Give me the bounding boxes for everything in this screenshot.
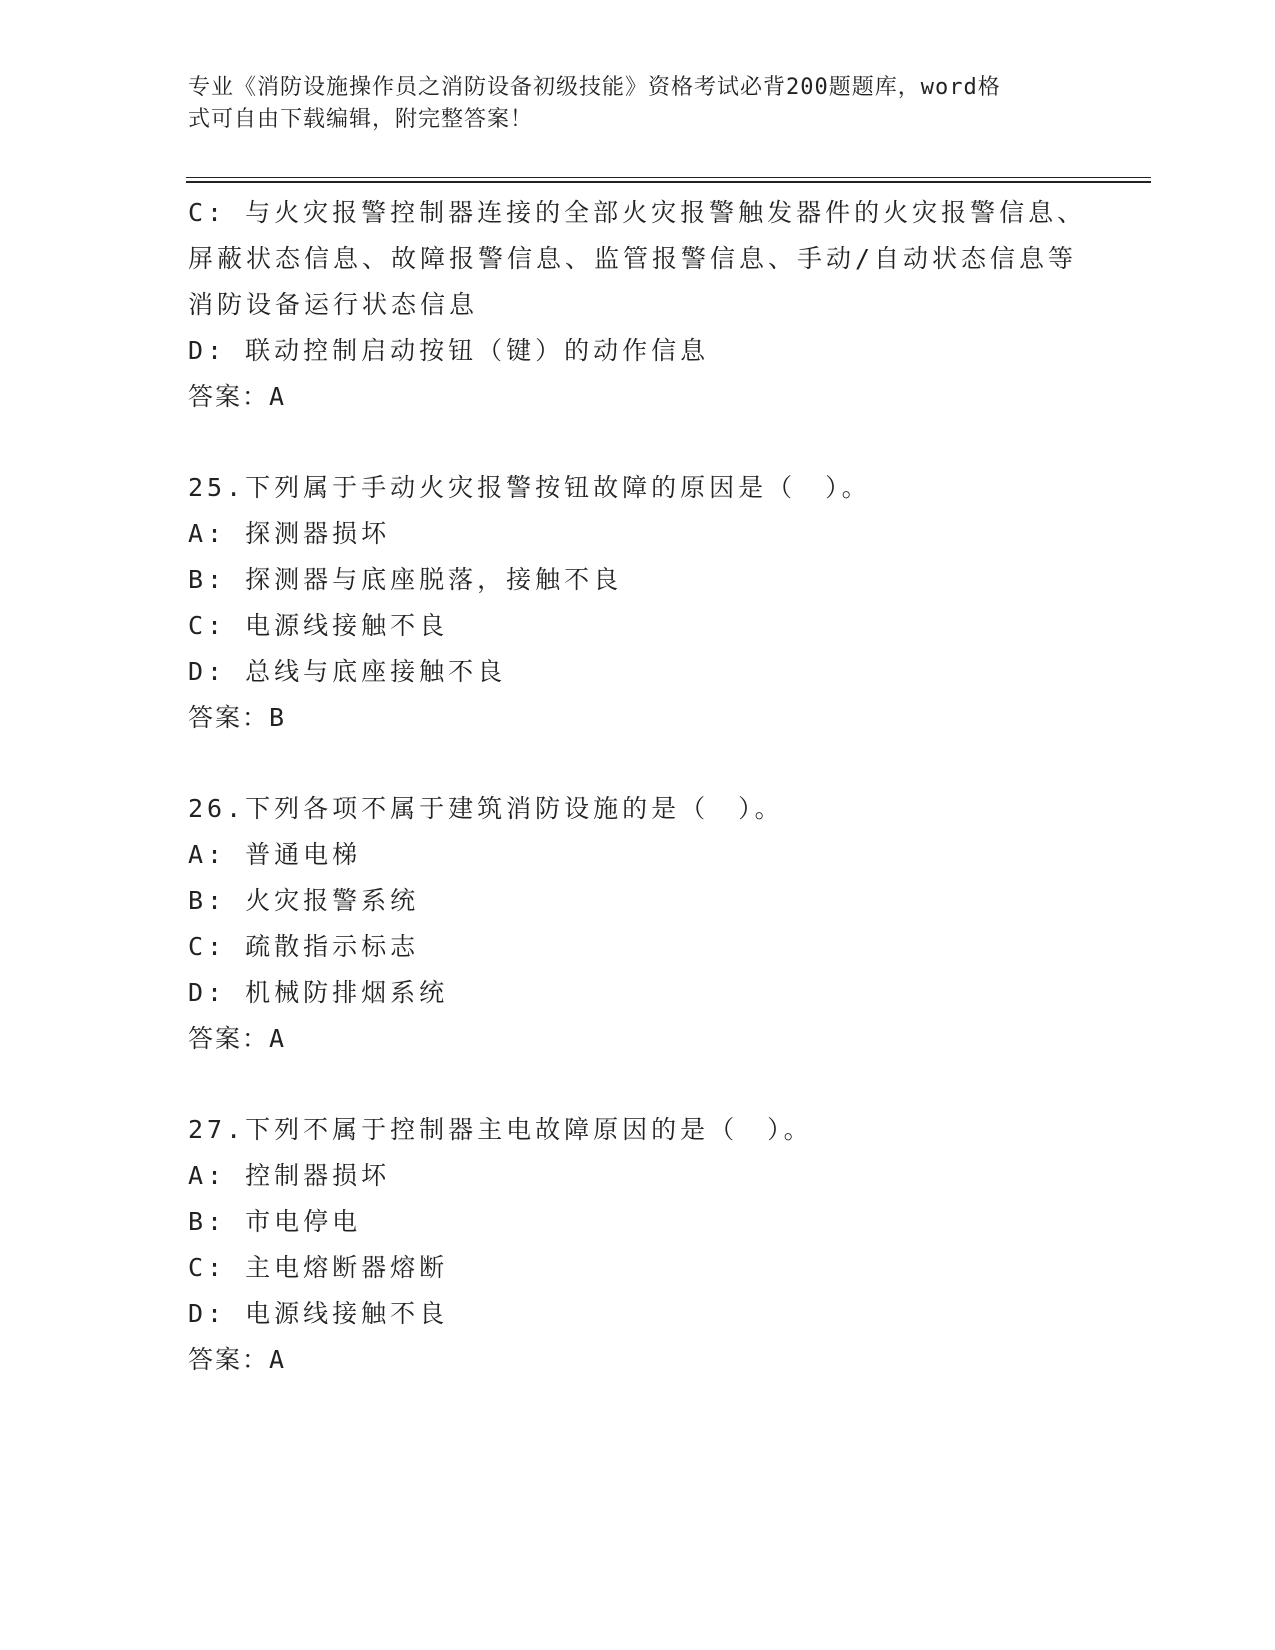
header-rule-thick — [186, 181, 1151, 183]
header-line-2: 式可自由下载编辑，附完整答案！ — [188, 107, 534, 132]
option-b: B: 探测器与底座脱落，接触不良 — [188, 565, 623, 594]
option-a: A: 控制器损坏 — [188, 1161, 391, 1190]
question-24-continued — [188, 190, 1088, 420]
answer: 答案：A — [188, 382, 287, 411]
option-b: B: 市电停电 — [188, 1207, 362, 1236]
question-stem: 25.下列属于手动火灾报警按钮故障的原因是（ ）。 — [188, 473, 871, 502]
answer: 答案：A — [188, 1345, 287, 1374]
option-c-continued: 消防设备运行状态信息 — [188, 290, 479, 319]
option-c: C: 疏散指示标志 — [188, 932, 420, 961]
question-27 — [188, 1107, 1088, 1383]
option-d: D: 联动控制启动按钮（键）的动作信息 — [188, 336, 710, 365]
header-line-1: 专业《消防设施操作员之消防设备初级技能》资格考试必背200题题库，word格 — [188, 75, 1001, 100]
option-d: D: 电源线接触不良 — [188, 1299, 449, 1328]
header-rule-thin — [186, 177, 1151, 178]
option-a: A: 探测器损坏 — [188, 519, 391, 548]
question-26 — [188, 786, 1088, 1062]
question-stem: 27.下列不属于控制器主电故障原因的是（ ）。 — [188, 1115, 813, 1144]
option-d: D: 总线与底座接触不良 — [188, 657, 507, 686]
question-stem: 26.下列各项不属于建筑消防设施的是（ ）。 — [188, 794, 784, 823]
answer: 答案：B — [188, 703, 287, 732]
question-25 — [188, 465, 1088, 741]
option-c-continued: 屏蔽状态信息、故障报警信息、监管报警信息、手动/自动状态信息等 — [188, 244, 1078, 273]
answer: 答案：A — [188, 1024, 287, 1053]
option-c: C: 与火灾报警控制器连接的全部火灾报警触发器件的火灾报警信息、 — [188, 198, 1087, 227]
option-d: D: 机械防排烟系统 — [188, 978, 449, 1007]
question-content — [188, 190, 1088, 1383]
document-header — [188, 72, 1088, 136]
option-b: B: 火灾报警系统 — [188, 886, 420, 915]
option-c: C: 电源线接触不良 — [188, 611, 449, 640]
option-c: C: 主电熔断器熔断 — [188, 1253, 449, 1282]
option-a: A: 普通电梯 — [188, 840, 362, 869]
